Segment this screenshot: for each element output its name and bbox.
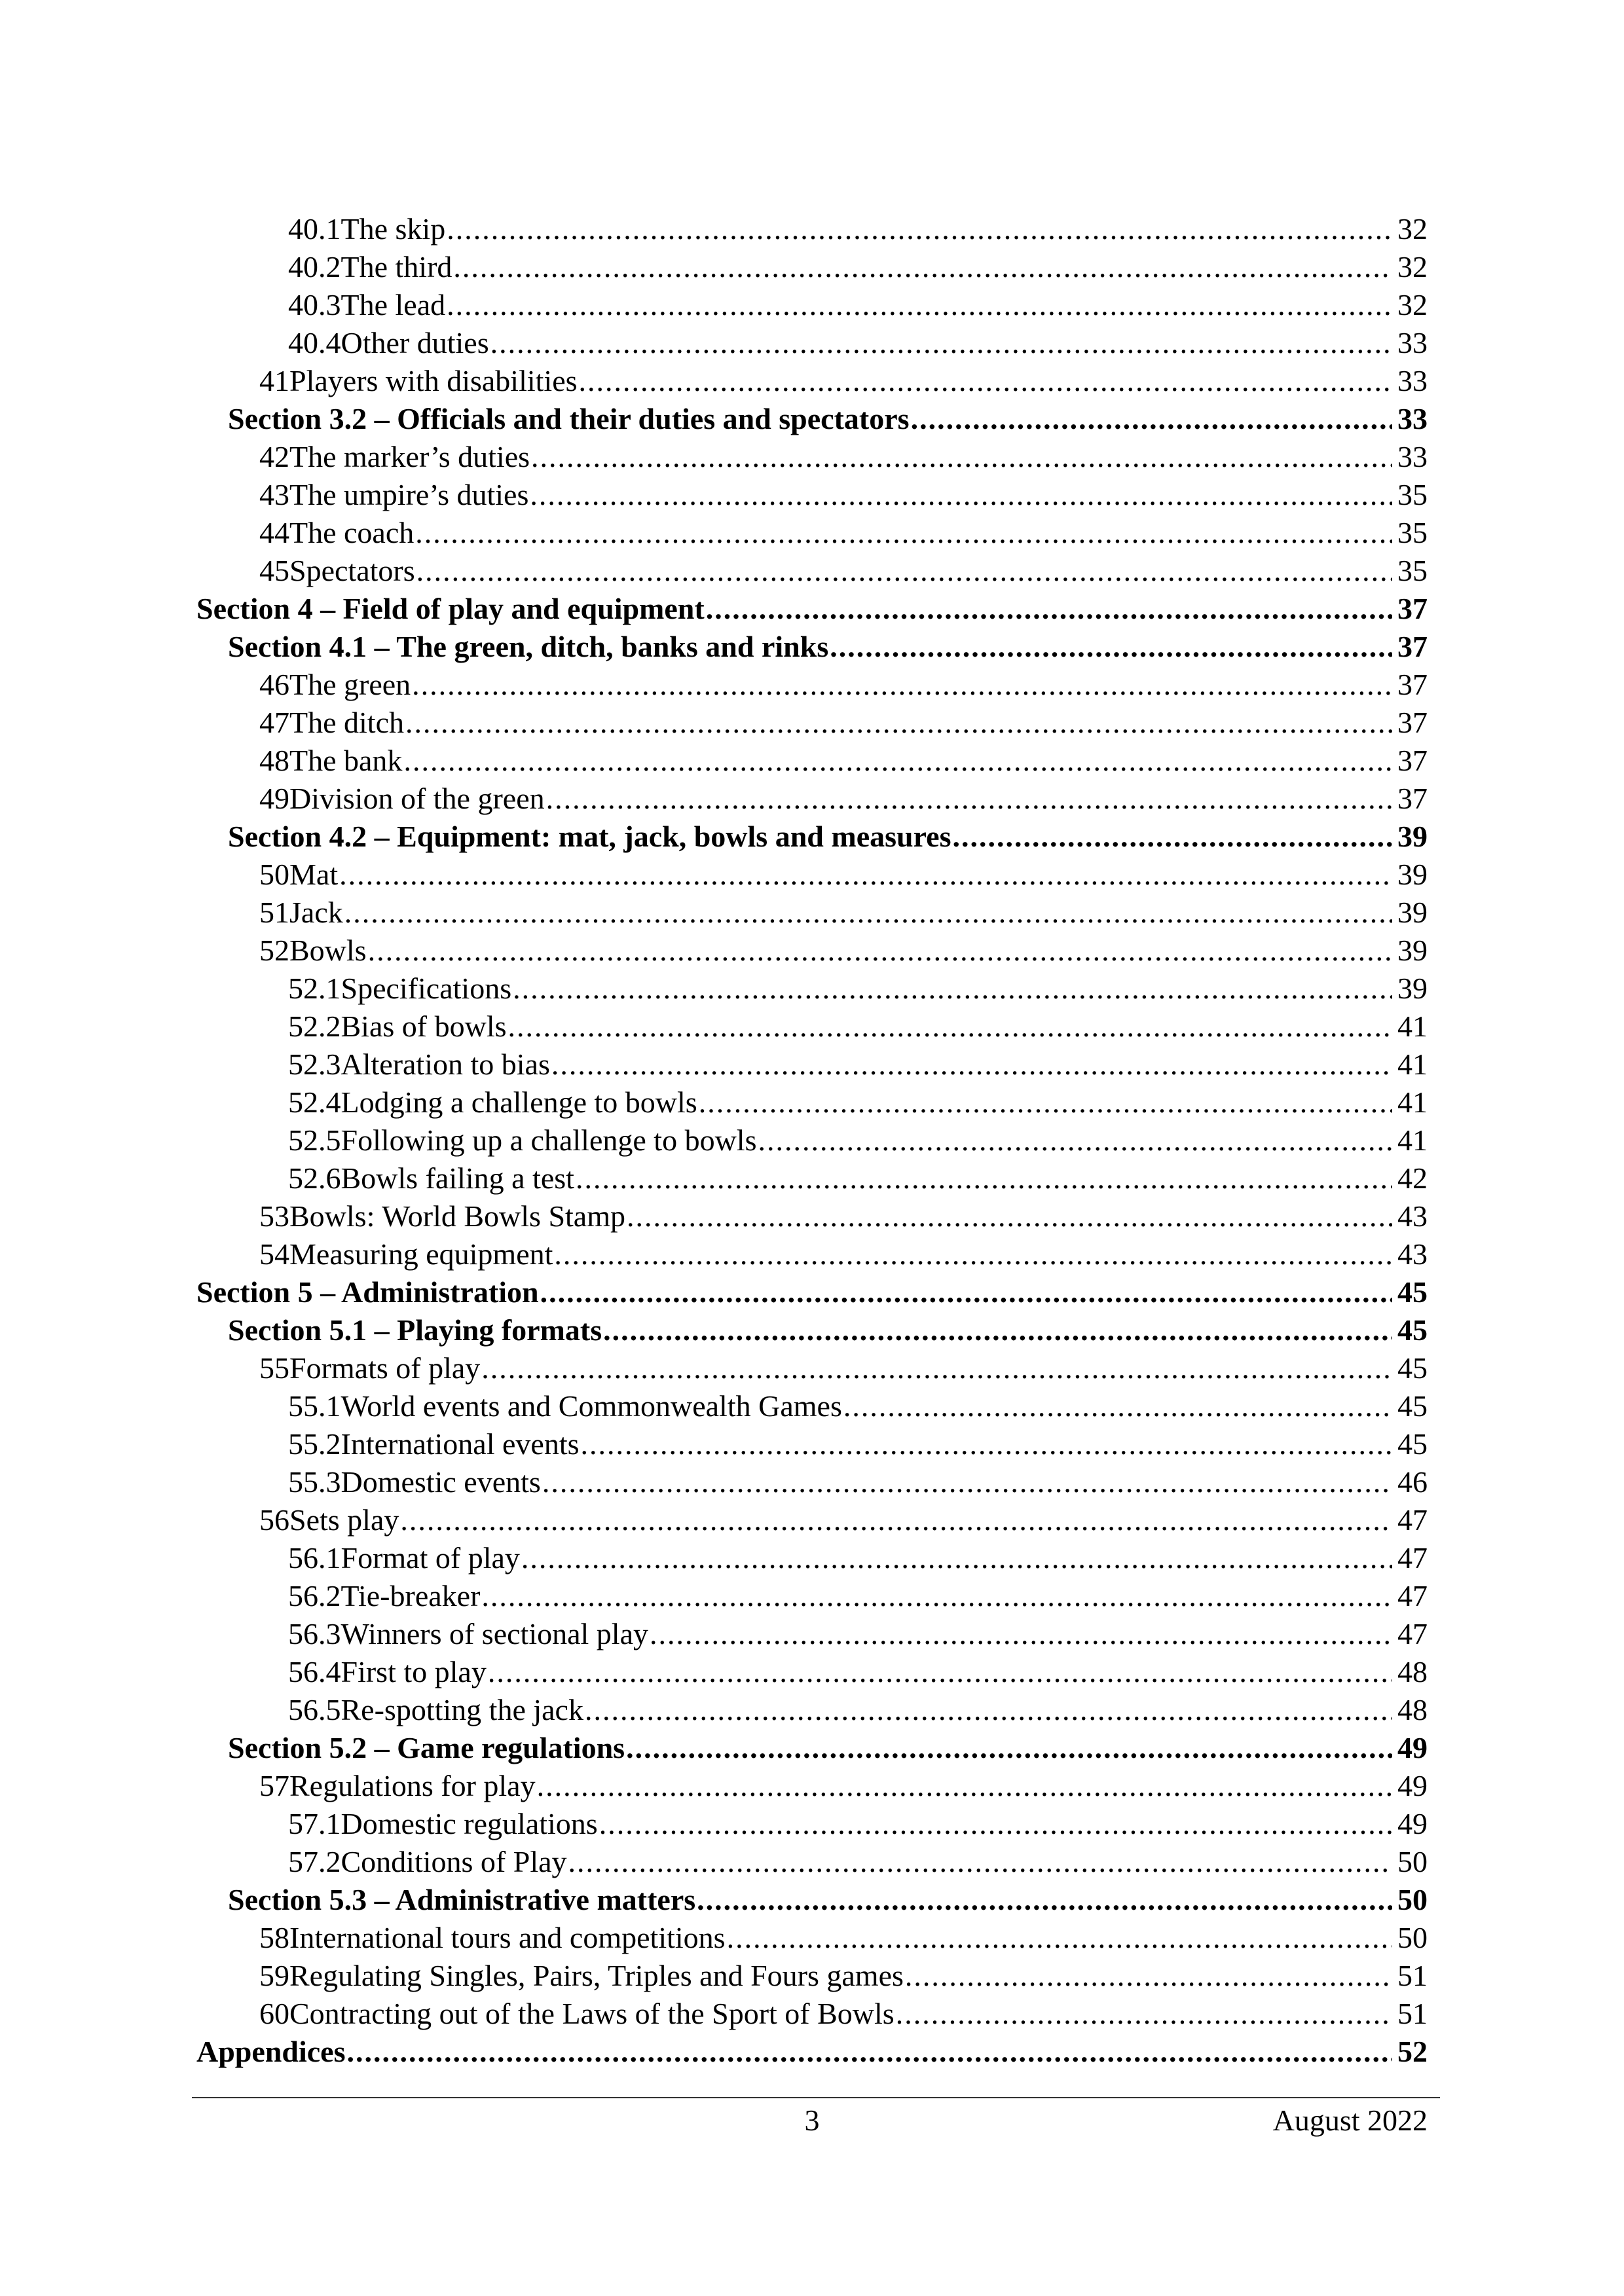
toc-entry[interactable]: [196, 1729, 1428, 1767]
toc-entry-number: 58: [259, 1921, 289, 1954]
toc-entry-number: 40.2: [288, 250, 341, 283]
footer-date: August 2022: [1272, 2104, 1428, 2137]
toc-entry-number: 42: [259, 440, 289, 473]
toc-entry-page: 35: [1397, 516, 1428, 549]
toc-entry-number: 55.2: [288, 1427, 341, 1461]
toc-entry-page: 41: [1397, 1010, 1428, 1043]
toc-entry-page: 52: [1397, 2035, 1428, 2068]
toc-entry-number: 56.3: [288, 1617, 341, 1650]
toc-entry-page: 33: [1397, 402, 1428, 435]
toc-entry-number: 52.5: [288, 1123, 341, 1157]
toc-entry-number: 55.3: [288, 1465, 341, 1499]
toc-entry-number: 57.2: [288, 1845, 341, 1878]
toc-entry-title: Formats of play: [289, 1351, 481, 1385]
toc-entry-title: The third: [341, 250, 452, 283]
toc-entry-title: Section 3.2 – Officials and their duties and spectators: [228, 402, 910, 435]
toc-entry-title: Domestic regulations: [341, 1807, 598, 1840]
toc-entry-page: 41: [1397, 1085, 1428, 1119]
toc-entry-title: Section 5.1 – Playing formats: [228, 1313, 602, 1347]
toc-entry-number: 51: [259, 896, 289, 929]
toc-entry-number: 52.1: [288, 972, 341, 1005]
toc-entry[interactable]: [196, 1843, 1428, 1881]
toc-entry-page: 47: [1397, 1579, 1428, 1613]
toc-entry[interactable]: [196, 1691, 1428, 1729]
toc-leader-dots: [911, 400, 1392, 438]
toc-leader-dots: [447, 286, 1392, 324]
toc-entry-title: The coach: [289, 516, 415, 549]
toc-entry-title: Winners of sectional play: [341, 1617, 649, 1650]
toc-entry-number: 45: [259, 554, 289, 587]
toc-entry[interactable]: [196, 1008, 1428, 1046]
toc-entry-page: 35: [1397, 554, 1428, 587]
toc-entry[interactable]: [196, 590, 1428, 628]
toc-entry-number: 40.1: [288, 212, 341, 246]
toc-leader-dots: [368, 932, 1392, 970]
toc-entry[interactable]: [196, 552, 1428, 590]
toc-leader-dots: [537, 1767, 1392, 1805]
toc-entry-number: 56.5: [288, 1693, 341, 1726]
toc-entry-title: Other duties: [341, 326, 489, 359]
toc-entry[interactable]: [196, 1273, 1428, 1311]
toc-entry-number: 55.1: [288, 1389, 341, 1423]
toc-entry-title: The lead: [341, 288, 446, 321]
toc-entry-title: Alteration to bias: [341, 1048, 550, 1081]
toc-entry-title: The green: [289, 668, 411, 701]
toc-leader-dots: [405, 704, 1392, 742]
toc-entry-page: 47: [1397, 1541, 1428, 1575]
toc-entry-title: Appendices: [196, 2035, 346, 2068]
toc-entry-page: 32: [1397, 288, 1428, 321]
toc-leader-dots: [540, 1273, 1392, 1311]
toc-entry-title: The skip: [341, 212, 446, 246]
toc-leader-dots: [481, 1349, 1392, 1387]
toc-entry[interactable]: [196, 1539, 1428, 1577]
toc-entry-title: Jack: [289, 896, 343, 929]
toc-entry-number: 57: [259, 1769, 289, 1802]
toc-leader-dots: [513, 970, 1392, 1008]
toc-entry-title: Specifications: [341, 972, 512, 1005]
toc-entry-title: Section 4.1 – The green, ditch, banks and rinks: [228, 630, 829, 663]
toc-entry-page: 37: [1397, 592, 1428, 625]
toc-entry-page: 48: [1397, 1693, 1428, 1726]
toc-entry-title: First to play: [341, 1655, 487, 1688]
toc-entry-page: 45: [1397, 1275, 1428, 1309]
toc-entry-page: 41: [1397, 1123, 1428, 1157]
toc-entry[interactable]: [196, 1767, 1428, 1805]
toc-entry[interactable]: [196, 324, 1428, 362]
toc-leader-dots: [699, 1084, 1392, 1121]
toc-entry[interactable]: [196, 666, 1428, 704]
toc-entry[interactable]: [196, 1235, 1428, 1273]
toc-leader-dots: [344, 894, 1392, 932]
toc-entry-number: 57.1: [288, 1807, 341, 1840]
toc-leader-dots: [521, 1539, 1392, 1577]
toc-leader-dots: [627, 1197, 1392, 1235]
toc-entry-title: Bowls: [289, 934, 367, 967]
toc-entry-page: 39: [1397, 934, 1428, 967]
toc-entry[interactable]: [196, 1084, 1428, 1121]
toc-leader-dots: [453, 248, 1392, 286]
toc-entry-number: 56.2: [288, 1579, 341, 1613]
toc-entry-title: Bowls failing a test: [341, 1161, 574, 1195]
toc-entry-page: 51: [1397, 1997, 1428, 2030]
toc-leader-dots: [830, 628, 1392, 666]
toc-entry-title: Following up a challenge to bowls: [341, 1123, 757, 1157]
toc-entry[interactable]: [196, 1501, 1428, 1539]
toc-entry[interactable]: [196, 1881, 1428, 1919]
toc-leader-dots: [585, 1691, 1392, 1729]
toc-entry[interactable]: [196, 476, 1428, 514]
toc-entry[interactable]: [196, 286, 1428, 324]
toc-entry[interactable]: [196, 438, 1428, 476]
toc-entry-page: 47: [1397, 1503, 1428, 1537]
toc-entry[interactable]: [196, 400, 1428, 438]
toc-entry-page: 37: [1397, 706, 1428, 739]
toc-entry-page: 32: [1397, 212, 1428, 246]
footer-rule: [192, 2097, 1440, 2098]
toc-entry-title: Bias of bowls: [341, 1010, 507, 1043]
toc-entry-title: The bank: [289, 744, 403, 777]
toc-entry-title: International tours and competitions: [289, 1921, 726, 1954]
toc-entry-title: The umpire’s duties: [289, 478, 529, 511]
toc-entry-page: 32: [1397, 250, 1428, 283]
toc-entry-page: 37: [1397, 744, 1428, 777]
toc-entry[interactable]: [196, 970, 1428, 1008]
toc-entry-page: 39: [1397, 820, 1428, 853]
toc-entry-title: Tie-breaker: [341, 1579, 481, 1613]
toc-entry[interactable]: [196, 1046, 1428, 1084]
toc-entry-page: 49: [1397, 1807, 1428, 1840]
toc-entry-number: 43: [259, 478, 289, 511]
toc-entry[interactable]: [196, 362, 1428, 400]
toc-entry-page: 50: [1397, 1883, 1428, 1916]
toc-entry-page: 33: [1397, 440, 1428, 473]
toc-entry-title: Contracting out of the Laws of the Sport of Bowls: [289, 1997, 895, 2030]
toc-entry-page: 39: [1397, 972, 1428, 1005]
toc-entry-number: 54: [259, 1237, 289, 1271]
toc-entry-title: Regulating Singles, Pairs, Triples and Fours games: [289, 1959, 904, 1992]
toc-entry-title: Section 5 – Administration: [196, 1275, 539, 1309]
toc-entry-number: 55: [259, 1351, 289, 1385]
toc-leader-dots: [551, 1046, 1392, 1084]
toc-leader-dots: [339, 856, 1392, 894]
toc-leader-dots: [546, 780, 1392, 818]
toc-entry-page: 35: [1397, 478, 1428, 511]
toc-entry-page: 43: [1397, 1199, 1428, 1233]
toc-entry-page: 42: [1397, 1161, 1428, 1195]
toc-entry-page: 33: [1397, 364, 1428, 397]
toc-entry-title: Regulations for play: [289, 1769, 536, 1802]
toc-entry[interactable]: [196, 1311, 1428, 1349]
toc-entry-page: 41: [1397, 1048, 1428, 1081]
toc-entry-number: 53: [259, 1199, 289, 1233]
toc-entry[interactable]: [196, 1425, 1428, 1463]
toc-entry-number: 52.3: [288, 1048, 341, 1081]
toc-entry-title: Section 4.2 – Equipment: mat, jack, bowls and measures: [228, 820, 951, 853]
toc-entry[interactable]: [196, 742, 1428, 780]
toc-leader-dots: [603, 1311, 1392, 1349]
toc-entry-number: 56: [259, 1503, 289, 1537]
toc-entry-number: 49: [259, 782, 289, 815]
toc-entry[interactable]: [196, 780, 1428, 818]
toc-entry[interactable]: [196, 1121, 1428, 1159]
toc-entry-title: Section 4 – Field of play and equipment: [196, 592, 705, 625]
toc-entry-page: 46: [1397, 1465, 1428, 1499]
toc-leader-dots: [531, 438, 1392, 476]
toc-entry-number: 56.4: [288, 1655, 341, 1688]
toc-entry-number: 41: [259, 364, 289, 397]
toc-entry-page: 49: [1397, 1769, 1428, 1802]
toc-entry[interactable]: [196, 1615, 1428, 1653]
toc-entry-number: 52.6: [288, 1161, 341, 1195]
toc-leader-dots: [599, 1805, 1392, 1843]
toc-entry-number: 44: [259, 516, 289, 549]
toc-leader-dots: [650, 1615, 1392, 1653]
toc-entry[interactable]: [196, 1387, 1428, 1425]
toc-entry-number: 40.4: [288, 326, 341, 359]
toc-leader-dots: [416, 552, 1392, 590]
toc-leader-dots: [706, 590, 1392, 628]
toc-leader-dots: [758, 1121, 1392, 1159]
toc-entry-title: Conditions of Play: [341, 1845, 567, 1878]
toc-entry-number: 40.3: [288, 288, 341, 321]
toc-entry[interactable]: [196, 1197, 1428, 1235]
toc-leader-dots: [400, 1501, 1392, 1539]
toc-leader-dots: [488, 1653, 1392, 1691]
toc-entry-title: The marker’s duties: [289, 440, 530, 473]
toc-entry-title: Format of play: [341, 1541, 520, 1575]
toc-entry-title: Measuring equipment: [289, 1237, 553, 1271]
toc-entry-number: 48: [259, 744, 289, 777]
toc-entry-page: 45: [1397, 1351, 1428, 1385]
toc-entry[interactable]: [196, 1349, 1428, 1387]
toc-entry-page: 51: [1397, 1959, 1428, 1992]
toc-leader-dots: [843, 1387, 1392, 1425]
toc-leader-dots: [412, 666, 1392, 704]
toc-entry[interactable]: [196, 248, 1428, 286]
toc-leader-dots: [508, 1008, 1393, 1046]
toc-entry[interactable]: [196, 1577, 1428, 1615]
toc-entry-number: 47: [259, 706, 289, 739]
toc-entry-title: World events and Commonwealth Games: [341, 1389, 842, 1423]
toc-leader-dots: [905, 1957, 1392, 1995]
toc-entry-page: 45: [1397, 1389, 1428, 1423]
toc-entry-page: 50: [1397, 1845, 1428, 1878]
toc-entry-page: 37: [1397, 668, 1428, 701]
toc-leader-dots: [576, 1159, 1392, 1197]
toc-leader-dots: [581, 1425, 1392, 1463]
toc-leader-dots: [346, 2033, 1392, 2071]
toc-entry-page: 39: [1397, 896, 1428, 929]
toc-leader-dots: [530, 476, 1392, 514]
toc-leader-dots: [727, 1919, 1392, 1957]
toc-entry-number: 60: [259, 1997, 289, 2030]
toc-entry[interactable]: [196, 818, 1428, 856]
toc-entry-title: The ditch: [289, 706, 404, 739]
toc-entry[interactable]: [196, 704, 1428, 742]
toc-leader-dots: [554, 1235, 1392, 1273]
toc-entry[interactable]: [196, 1919, 1428, 1957]
toc-leader-dots: [481, 1577, 1392, 1615]
toc-entry-page: 45: [1397, 1313, 1428, 1347]
toc-entry-title: Division of the green: [289, 782, 545, 815]
toc-entry[interactable]: [196, 1159, 1428, 1197]
toc-entry-page: 33: [1397, 326, 1428, 359]
toc-entry-page: 47: [1397, 1617, 1428, 1650]
toc-entry-title: Section 5.3 – Administrative matters: [228, 1883, 696, 1916]
toc-entry[interactable]: [196, 210, 1428, 248]
toc-entry[interactable]: [196, 2033, 1428, 2071]
toc-entry-title: Section 5.2 – Game regulations: [228, 1731, 625, 1764]
toc-entry-page: 43: [1397, 1237, 1428, 1271]
toc-entry-title: Players with disabilities: [289, 364, 578, 397]
toc-entry-number: 50: [259, 858, 289, 891]
toc-leader-dots: [403, 742, 1392, 780]
toc-entry-number: 52.2: [288, 1010, 341, 1043]
toc-entry-page: 37: [1397, 630, 1428, 663]
toc-entry-number: 59: [259, 1959, 289, 1992]
toc-entry-page: 48: [1397, 1655, 1428, 1688]
toc-entry[interactable]: [196, 932, 1428, 970]
toc-entry-title: Lodging a challenge to bowls: [341, 1085, 697, 1119]
toc-entry-title: Re-spotting the jack: [341, 1693, 583, 1726]
toc-entry-number: 56.1: [288, 1541, 341, 1575]
toc-entry[interactable]: [196, 1463, 1428, 1501]
toc-entry[interactable]: [196, 628, 1428, 666]
toc-entry[interactable]: [196, 856, 1428, 894]
toc-entry-page: 37: [1397, 782, 1428, 815]
toc-entry-page: 45: [1397, 1427, 1428, 1461]
toc-leader-dots: [490, 324, 1392, 362]
toc-entry[interactable]: [196, 1995, 1428, 2033]
toc-leader-dots: [626, 1729, 1392, 1767]
toc-entry[interactable]: [196, 514, 1428, 552]
toc-entry[interactable]: [196, 1957, 1428, 1995]
toc-leader-dots: [415, 514, 1392, 552]
toc-entry-page: 50: [1397, 1921, 1428, 1954]
toc-entry-title: Domestic events: [341, 1465, 541, 1499]
toc-entry[interactable]: [196, 894, 1428, 932]
toc-leader-dots: [447, 210, 1392, 248]
toc-leader-dots: [896, 1995, 1392, 2033]
toc-entry-number: 52: [259, 934, 289, 967]
page-number: 3: [804, 2104, 820, 2137]
toc-entry-title: Mat: [289, 858, 339, 891]
toc-entry-title: International events: [341, 1427, 580, 1461]
toc-entry-number: 46: [259, 668, 289, 701]
toc-leader-dots: [579, 362, 1392, 400]
toc-entry-title: Spectators: [289, 554, 415, 587]
toc-entry-title: Bowls: World Bowls Stamp: [289, 1199, 626, 1233]
toc-leader-dots: [542, 1463, 1392, 1501]
toc-entry[interactable]: [196, 1805, 1428, 1843]
toc-entry-number: 52.4: [288, 1085, 341, 1119]
toc-entry[interactable]: [196, 1653, 1428, 1691]
toc-leader-dots: [568, 1843, 1392, 1881]
table-of-contents: [196, 210, 1428, 2071]
toc-leader-dots: [697, 1881, 1392, 1919]
toc-entry-page: 39: [1397, 858, 1428, 891]
toc-entry-title: Sets play: [289, 1503, 399, 1537]
toc-entry-page: 49: [1397, 1731, 1428, 1764]
toc-leader-dots: [953, 818, 1393, 856]
